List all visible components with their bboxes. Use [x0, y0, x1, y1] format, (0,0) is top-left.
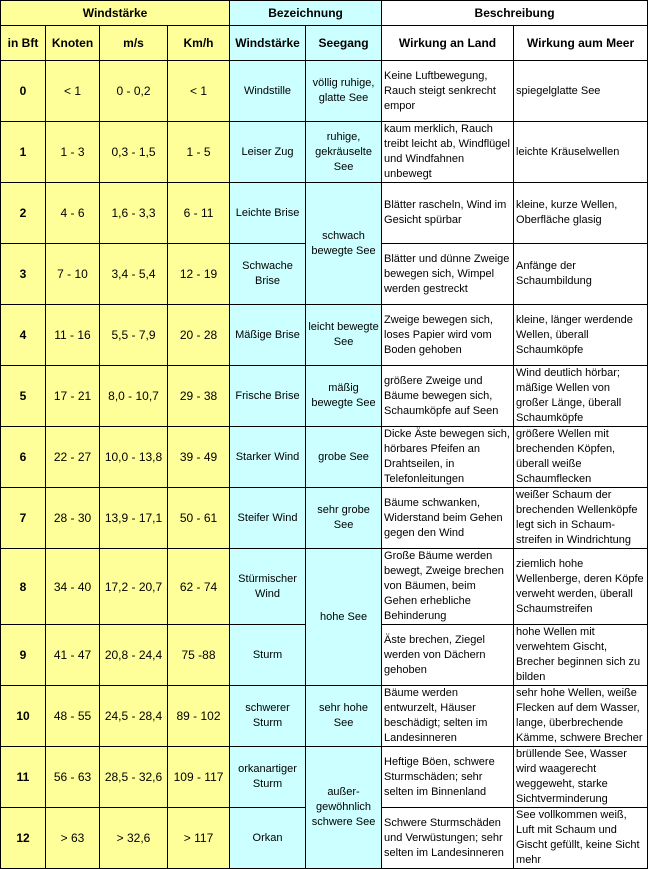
- seegang-cell: ruhige, gekräuselte See: [306, 122, 382, 183]
- wirkung-land-cell: Bäume werden entwurzelt, Häuser beschädigt; selten im Landesinneren: [382, 686, 514, 747]
- table-row: [1, 488, 648, 549]
- wirkung-land-cell: Große Bäume werden bewegt, Zweige brechen von Bäumen, beim Gehen erhebliche Behinderung: [382, 549, 514, 625]
- wirkung-meer-cell: leichte Kräuselwellen: [514, 122, 648, 183]
- column-header-row: [1, 26, 648, 61]
- windstaerke-name-cell: schwerer Sturm: [230, 686, 306, 747]
- bft-cell: 4: [1, 305, 46, 366]
- windstaerke-name-cell: Steifer Wind: [230, 488, 306, 549]
- wirkung-land-cell: Keine Luftbewegung, Rauch steigt senkrecht empor: [382, 61, 514, 122]
- wirkung-land-cell: kaum merklich, Rauch treibt leicht ab, Windflügel und Windfahnen unbewegt: [382, 122, 514, 183]
- bft-cell: 8: [1, 549, 46, 625]
- table-row: [1, 747, 648, 808]
- seegang-cell: schwach bewegte See: [306, 183, 382, 305]
- knoten-cell: 28 - 30: [46, 488, 100, 549]
- wirkung-land-cell: Blätter und dünne Zweige bewegen sich, Wimpel werden gestreckt: [382, 244, 514, 305]
- kmh-cell: < 1: [168, 61, 230, 122]
- wirkung-land-cell: Bäume schwanken, Widerstand beim Gehen gegen den Wind: [382, 488, 514, 549]
- kmh-cell: 12 - 19: [168, 244, 230, 305]
- bft-cell: 6: [1, 427, 46, 488]
- bft-cell: 0: [1, 61, 46, 122]
- col-header-knoten: Knoten: [46, 26, 100, 61]
- col-header-bft: in Bft: [1, 26, 46, 61]
- kmh-cell: 109 - 117: [168, 747, 230, 808]
- col-header-ms: m/s: [100, 26, 168, 61]
- bft-cell: 10: [1, 686, 46, 747]
- kmh-cell: > 117: [168, 808, 230, 869]
- bft-cell: 5: [1, 366, 46, 427]
- ms-cell: 28,5 - 32,6: [100, 747, 168, 808]
- knoten-cell: 41 - 47: [46, 625, 100, 686]
- group-header-row: [1, 1, 648, 26]
- windstaerke-name-cell: Schwache Brise: [230, 244, 306, 305]
- wirkung-land-cell: Heftige Böen, schwere Sturmschäden; sehr selten im Binnenland: [382, 747, 514, 808]
- windstaerke-name-cell: Sturm: [230, 625, 306, 686]
- seegang-cell: hohe See: [306, 549, 382, 686]
- group-windstaerke: Windstärke: [1, 1, 230, 26]
- kmh-cell: 50 - 61: [168, 488, 230, 549]
- col-header-land: Wirkung an Land: [382, 26, 514, 61]
- knoten-cell: > 63: [46, 808, 100, 869]
- wirkung-meer-cell: kleine, kurze Wellen, Oberfläche glasig: [514, 183, 648, 244]
- ms-cell: 3,4 - 5,4: [100, 244, 168, 305]
- knoten-cell: 56 - 63: [46, 747, 100, 808]
- knoten-cell: 11 - 16: [46, 305, 100, 366]
- bft-cell: 1: [1, 122, 46, 183]
- group-bezeichnung: Bezeichnung: [230, 1, 382, 26]
- seegang-cell: sehr grobe See: [306, 488, 382, 549]
- ms-cell: 5,5 - 7,9: [100, 305, 168, 366]
- windstaerke-name-cell: Stürmischer Wind: [230, 549, 306, 625]
- windstaerke-name-cell: Leiser Zug: [230, 122, 306, 183]
- bft-cell: 11: [1, 747, 46, 808]
- seegang-cell: außer-gewöhnlich schwere See: [306, 747, 382, 869]
- wirkung-land-cell: Dicke Äste bewegen sich, hörbares Pfeifen an Drahtseilen, in Telefonleitungen: [382, 427, 514, 488]
- wirkung-meer-cell: spiegelglatte See: [514, 61, 648, 122]
- ms-cell: 17,2 - 20,7: [100, 549, 168, 625]
- bft-cell: 7: [1, 488, 46, 549]
- col-header-kmh: Km/h: [168, 26, 230, 61]
- seegang-cell: grobe See: [306, 427, 382, 488]
- wirkung-meer-cell: hohe Wellen mit verwehtem Gischt, Brecher beginnen sich zu bilden: [514, 625, 648, 686]
- seegang-cell: mäßig bewegte See: [306, 366, 382, 427]
- col-header-seegang: Seegang: [306, 26, 382, 61]
- kmh-cell: 1 - 5: [168, 122, 230, 183]
- wirkung-meer-cell: brüllende See, Wasser wird waagerecht weggeweht, starke Sichtverminderung: [514, 747, 648, 808]
- kmh-cell: 6 - 11: [168, 183, 230, 244]
- knoten-cell: 22 - 27: [46, 427, 100, 488]
- wirkung-meer-cell: größere Wellen mit brechenden Köpfen, überall weiße Schaumflecken: [514, 427, 648, 488]
- seegang-cell: leicht bewegte See: [306, 305, 382, 366]
- table-row: [1, 122, 648, 183]
- table-row: [1, 549, 648, 625]
- wirkung-meer-cell: ziemlich hohe Wellenberge, deren Köpfe verweht werden, überall Schaumstreifen: [514, 549, 648, 625]
- kmh-cell: 75 -88: [168, 625, 230, 686]
- knoten-cell: 7 - 10: [46, 244, 100, 305]
- windstaerke-name-cell: Windstille: [230, 61, 306, 122]
- table-row: [1, 305, 648, 366]
- wirkung-meer-cell: Wind deutlich hörbar; mäßige Wellen von großer Länge, überall Schaumköpfe: [514, 366, 648, 427]
- windstaerke-name-cell: Frische Brise: [230, 366, 306, 427]
- knoten-cell: 48 - 55: [46, 686, 100, 747]
- windstaerke-name-cell: Orkan: [230, 808, 306, 869]
- wirkung-meer-cell: kleine, länger werdende Wellen, überall Schaumköpfe: [514, 305, 648, 366]
- ms-cell: 0 - 0,2: [100, 61, 168, 122]
- wirkung-land-cell: Schwere Sturmschäden und Verwüstungen; sehr selten im Landesinneren: [382, 808, 514, 869]
- col-header-meer: Wirkung aum Meer: [514, 26, 648, 61]
- wirkung-meer-cell: weißer Schaum der brechenden Wellenköpfe legt sich in Schaum-streifen in Windrichtung: [514, 488, 648, 549]
- ms-cell: 10,0 - 13,8: [100, 427, 168, 488]
- seegang-cell: völlig ruhige, glatte See: [306, 61, 382, 122]
- table-row: [1, 61, 648, 122]
- ms-cell: 13,9 - 17,1: [100, 488, 168, 549]
- wirkung-land-cell: Blätter rascheln, Wind im Gesicht spürbar: [382, 183, 514, 244]
- kmh-cell: 29 - 38: [168, 366, 230, 427]
- table-row: [1, 183, 648, 244]
- kmh-cell: 62 - 74: [168, 549, 230, 625]
- knoten-cell: 34 - 40: [46, 549, 100, 625]
- ms-cell: 24,5 - 28,4: [100, 686, 168, 747]
- table-row: [1, 427, 648, 488]
- wirkung-meer-cell: sehr hohe Wellen, weiße Flecken auf dem Wasser, lange, überbrechende Kämme, schwere Brecher: [514, 686, 648, 747]
- bft-cell: 9: [1, 625, 46, 686]
- knoten-cell: 1 - 3: [46, 122, 100, 183]
- bft-cell: 3: [1, 244, 46, 305]
- windstaerke-name-cell: Leichte Brise: [230, 183, 306, 244]
- table-body: [1, 61, 648, 869]
- ms-cell: 1,6 - 3,3: [100, 183, 168, 244]
- kmh-cell: 39 - 49: [168, 427, 230, 488]
- kmh-cell: 89 - 102: [168, 686, 230, 747]
- ms-cell: 0,3 - 1,5: [100, 122, 168, 183]
- group-beschreibung: Beschreibung: [382, 1, 648, 26]
- wirkung-land-cell: größere Zweige und Bäume bewegen sich, Schaumköpfe auf Seen: [382, 366, 514, 427]
- windstaerke-name-cell: Starker Wind: [230, 427, 306, 488]
- windstaerke-name-cell: Mäßige Brise: [230, 305, 306, 366]
- col-header-windstaerke: Windstärke: [230, 26, 306, 61]
- wirkung-land-cell: Zweige bewegen sich, loses Papier wird vom Boden gehoben: [382, 305, 514, 366]
- bft-cell: 12: [1, 808, 46, 869]
- table-row: [1, 366, 648, 427]
- ms-cell: > 32,6: [100, 808, 168, 869]
- kmh-cell: 20 - 28: [168, 305, 230, 366]
- table-row: [1, 686, 648, 747]
- ms-cell: 20,8 - 24,4: [100, 625, 168, 686]
- wirkung-meer-cell: See vollkommen weiß, Luft mit Schaum und Gischt gefüllt, keine Sicht mehr: [514, 808, 648, 869]
- seegang-cell: sehr hohe See: [306, 686, 382, 747]
- windstaerke-name-cell: orkanartiger Sturm: [230, 747, 306, 808]
- bft-cell: 2: [1, 183, 46, 244]
- knoten-cell: 4 - 6: [46, 183, 100, 244]
- ms-cell: 8,0 - 10,7: [100, 366, 168, 427]
- wirkung-meer-cell: Anfänge der Schaumbildung: [514, 244, 648, 305]
- wirkung-land-cell: Äste brechen, Ziegel werden von Dächern gehoben: [382, 625, 514, 686]
- knoten-cell: 17 - 21: [46, 366, 100, 427]
- knoten-cell: < 1: [46, 61, 100, 122]
